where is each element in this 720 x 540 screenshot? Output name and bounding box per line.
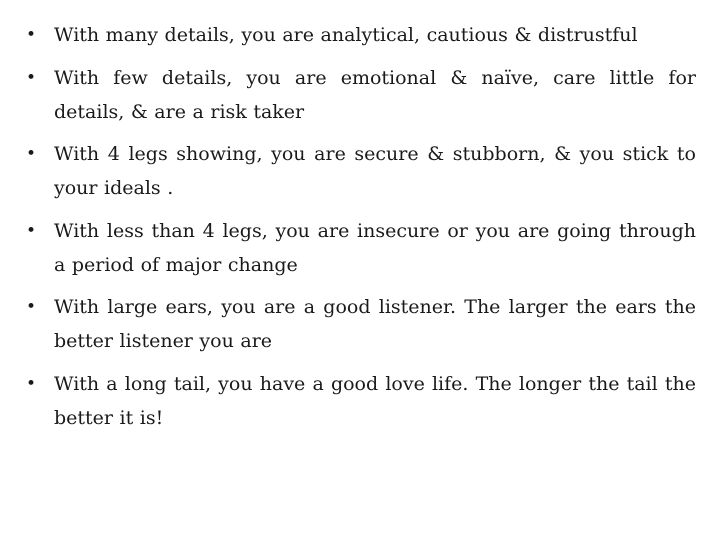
list-item-text: With large ears, you are a good listener. The larger the ears the better listener you are xyxy=(54,296,696,352)
list-item-text: With few details, you are emotional & naïve, care little for details, & are a risk taker xyxy=(54,66,696,123)
bullet-list xyxy=(24,18,696,443)
list-item-text: With less than 4 legs, you are insecure or you are going through a period of major change xyxy=(54,219,696,276)
list-item xyxy=(24,61,696,129)
bullet-icon: • xyxy=(26,373,37,394)
list-item xyxy=(24,137,696,205)
bullet-icon: • xyxy=(26,144,37,164)
list-item-text: With many details, you are analytical, cautious & distrustful xyxy=(54,24,638,46)
bullet-icon: • xyxy=(26,67,37,88)
list-item-text: With 4 legs showing, you are secure & stubborn, & you stick to your ideals . xyxy=(54,143,696,199)
bullet-icon: • xyxy=(26,297,37,317)
list-item-text: With a long tail, you have a good love life. The longer the tail the better it is! xyxy=(54,372,696,429)
bullet-icon: • xyxy=(26,25,37,45)
list-item xyxy=(24,290,696,358)
list-item xyxy=(24,18,696,52)
list-item xyxy=(24,214,696,282)
bullet-icon: • xyxy=(26,220,37,241)
list-item xyxy=(24,367,696,435)
